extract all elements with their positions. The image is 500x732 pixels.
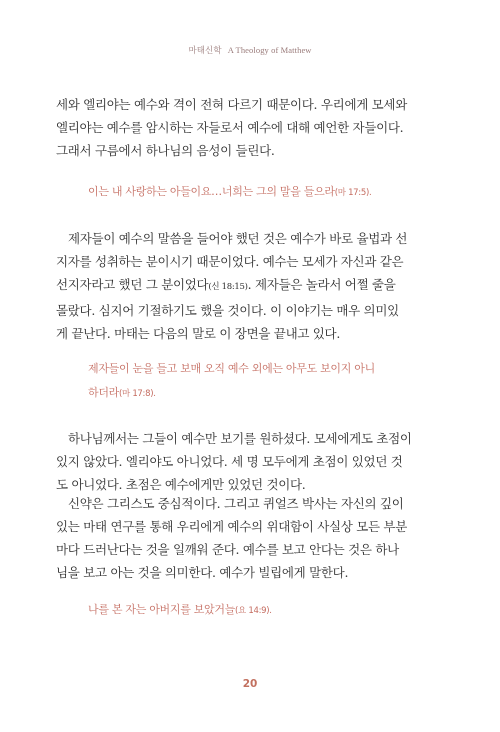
scripture-quote-matthew-17-8 [88, 357, 428, 406]
quote-reference: (마 17:5). [334, 188, 372, 198]
paragraph-line [56, 273, 442, 299]
scripture-quote-matthew-17-5 [88, 180, 428, 205]
paragraph-line: 마다 드러난다는 것을 일깨워 준다. 예수를 보고 안다는 것은 하나 [56, 542, 399, 557]
paragraph-line: 엘리야는 예수를 암시하는 자들로서 예수에 대해 예언한 자들이다. [56, 120, 404, 135]
quote-text: 이는 내 사랑하는 아들이요…너희는 그의 말을 들으라 [88, 185, 335, 198]
paragraph-line: 게 끝난다. 마태는 다음의 말로 이 장면을 끝내고 있다. [56, 326, 341, 341]
quote-reference: (요 14:9). [235, 606, 272, 616]
paragraph-christ-centered [56, 492, 442, 584]
paragraph-line: 제자들이 예수의 말씀을 들어야 했던 것은 예수가 바로 율법과 선 [68, 231, 408, 246]
quote-line: 제자들이 눈을 들고 보매 오직 예수 외에는 아무도 보이지 아니 [88, 362, 375, 375]
header-title-english: A Theology of Matthew [227, 45, 312, 55]
header-title-korean: 마태신학 [188, 45, 222, 55]
paragraph-line: 있지 않았다. 엘리야도 아니었다. 세 명 모두에게 초점이 있었던 것 [56, 454, 403, 469]
paragraph-continued [56, 93, 442, 162]
quote-text: 하더라 [88, 386, 119, 399]
paragraph-focus-on-jesus [56, 427, 442, 496]
paragraph-text: . 제자들은 놀라서 어쩔 줄을 [247, 277, 396, 292]
quote-text: 나를 본 자는 아버지를 보았거늘 [88, 603, 236, 616]
paragraph-line: 있는 마태 연구를 통해 우리에게 예수의 위대함이 사실상 모든 부분 [56, 519, 407, 534]
paragraph-text: 선지자라고 했던 그 분이었다 [56, 277, 209, 292]
paragraph-line: 신약은 그리스도 중심적이다. 그리고 퀴얼즈 박사는 자신의 깊이 [68, 496, 404, 511]
paragraph-line: 몰랐다. 심지어 기절하기도 했을 것이다. 이 이야기는 매우 의미있 [56, 303, 399, 318]
running-header [0, 44, 500, 56]
quote-line [88, 381, 428, 406]
paragraph-line: 지자를 성취하는 분이시기 때문이었다. 예수는 모세가 자신과 같은 [56, 254, 404, 269]
paragraph-disciples-listen [56, 227, 442, 345]
paragraph-line: 하나님께서는 그들이 예수만 보기를 원하셨다. 모세에게도 초점이 [68, 431, 412, 446]
paragraph-line: 세와 엘리야는 예수와 격이 전혀 다르기 때문이다. 우리에게 모세와 [56, 97, 407, 112]
paragraph-line: 님을 보고 아는 것을 의미한다. 예수가 빌립에게 말한다. [56, 565, 349, 580]
paragraph-line: 도 아니었다. 초점은 예수에게만 있었던 것이다. [56, 477, 306, 492]
inline-reference: (신 18:15) [208, 282, 248, 292]
page-number: 20 [242, 678, 258, 690]
paragraph-line: 그래서 구름에서 하나님의 음성이 들린다. [56, 143, 275, 158]
scripture-quote-john-14-9 [88, 598, 428, 623]
quote-reference: (마 17:8). [118, 389, 156, 399]
